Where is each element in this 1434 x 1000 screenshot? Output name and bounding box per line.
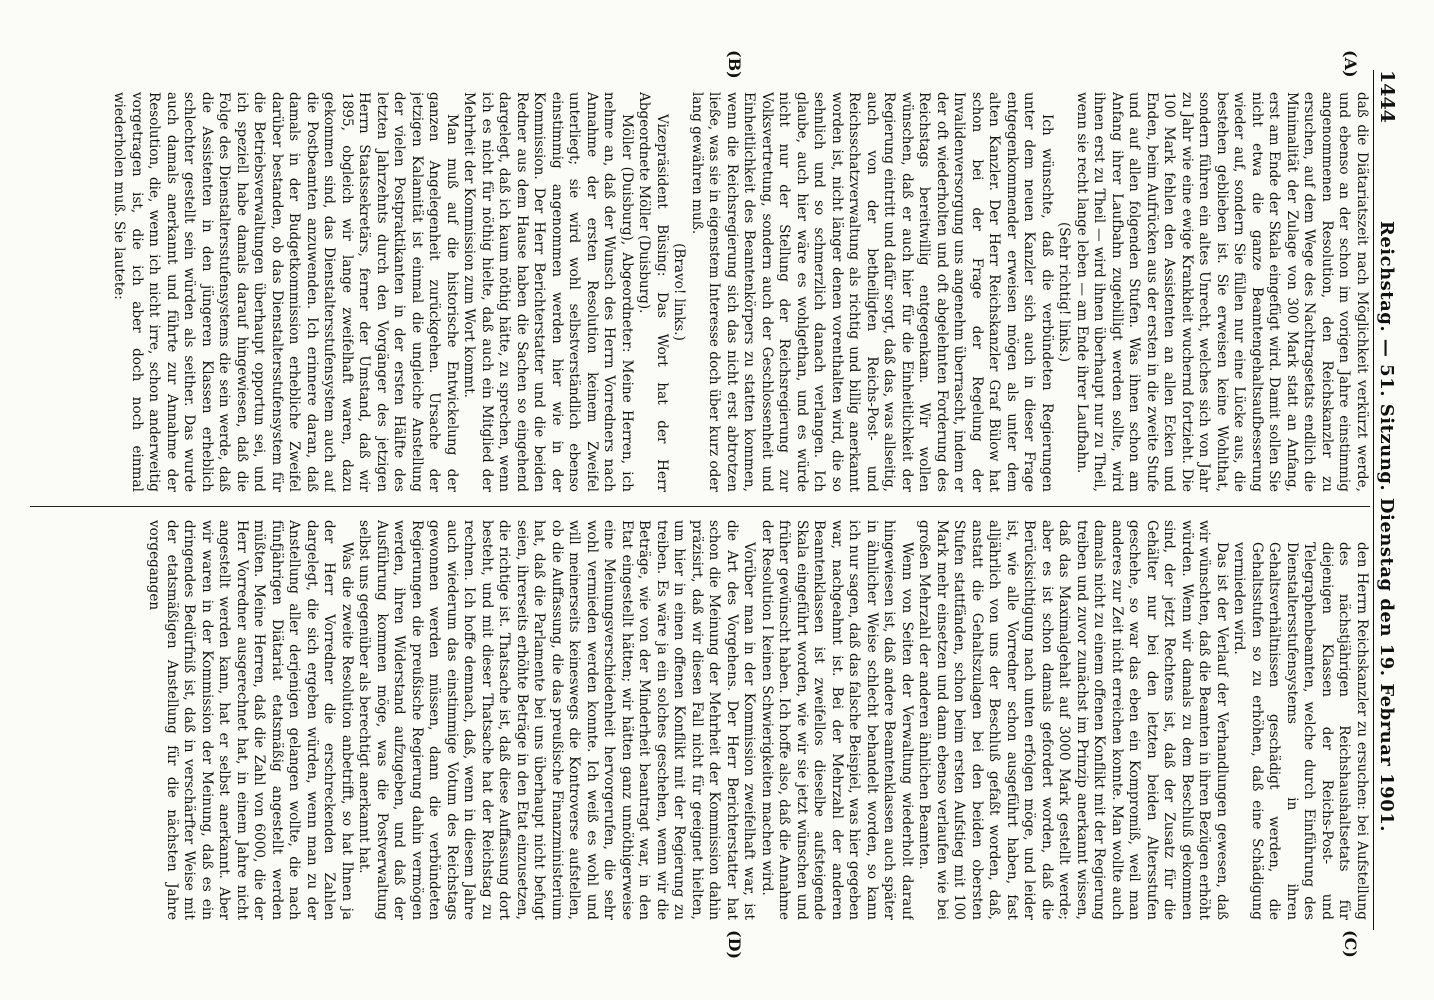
column-divider [30,506,1370,507]
paragraph: Was die zweite Resolution anbetrifft, so hat Ihnen ja der Herr Vorredner die erschreckenden Zahlen dargelegt, die sich ergeben würden, wenn man zu der Anstellung aller derjenigen gelangen wollte, die nach fünfjährigen Diätariat etatsmäßig angestellt werden müßten. Meine Herren, daß die Zahl von 6000, die der Herr Vorredner ausgerechnet hat, in einem Jahre nicht angestellt werden kann, hat er selbst anerkannt. Aber wir waren in der Kommission der Meinung, daß es ein dringendes Bedürfniß ist, daß in verschärfter Weise mit der etatsmäßigen Anstellung für die nächsten Jahre vorgegangen [146,520,355,920]
paragraph: Möller (Duisburg), Abgeordneter: Meine Herren, ich nehme an, daß der Wunsch des Herrn Vorredners nach Annahme der ersten Resolution keinem Zweifel unterliegt; sie wird wohl selbstverständlich ebenso einstimmig angenommen werden hier wie in der Kommission. Der Herr Berichterstatter und die beiden Redner aus dem Hause haben die Sachen so eingehend dargelegt, daß ich kaum nöthig hätte, zu sprechen, wenn ich es nicht für nöthig hielte, daß auch ein Mitglied der Mehrheit der Kommission zum Wort kommt. [461,92,635,492]
margin-letter-a: (A) [1341,50,1360,78]
paragraph: daß die Diätariatszeit nach Möglichkeit verkürzt werde, und ebenso an der schon im vorigen Jahre einstimmig angenommenen Resolution, den Reichskanzler zu ersuchen, auf dem Wege des Nachtragsetats endlich die Minimalität der Zulage von 300 Mark statt an Anfang, erst am Ende der Skala eingefügt wird. Damit sollen Sie nicht etwa die ganze Beamtengehaltsaufbesserung wieder auf, sondern Sie füllen nur eine Lücke aus, die bestehen geblieben ist. Sie erweisen keine Wohlthat, sondern führen ein altes Unrecht, welches sich von Jahr zu Jahr wie eine ewige Krankheit wuchernd fortzieht. Die 100 Mark fehlen den Assistenten an allen Ecken und Enden, beim Aufrücken aus der ersten in die zweite Stufe und auf allen folgenden Stufen. Was ihnen schon am Anfang ihrer Laufbahn zugebilligt werden sollte, wird ihnen erst zu Theil — wird ihnen überhaupt nur zu Theil, wenn sie recht lange leben — am Ende ihrer Laufbahn. [1074,92,1370,492]
margin-letter-b: (B) [725,50,744,79]
page-number: 1444 [1376,70,1398,123]
margin-letter-d: (D) [725,930,744,960]
paragraph: Ich wünschte, daß die verbündeten Regierungen unter dem neuen Kanzler sich auch in dieser Frage entgegenkommender erweisen mögen als unter dem alten Kanzler. Der Herr Reichskanzler Graf Bülow hat schon bei der Frage der Regelung der Invalidenversorgung uns angenehm überrascht, indem er der oft wiederholten und oft abgelehnten Forderung des Reichstags bereitwillig entgegenkam. Wir wollen wünschen, daß er auch hier für die Einheitlichkeit der Regierung eintritt und dafür sorgt, daß das, was allseitig, auch von der betheiligten Reichs-Post- und Reichsschatzverwaltung als richtig und billig anerkannt worden ist, nicht länger denen vorenthalten wird, die so sehnlich und so schmerzlich danach verlangen. Ich glaube, auch hier wäre es wohlgethan, und es würde nicht nur der Stellung der Reichsregierung zur Volksvertretung, sondern auch der Geschlossenheit und Einheitlichkeit des Beamtenkörpers zu statten kommen, wenn die Reichsregierung sich das nicht erst abtrotzen ließe, was sie in eigenstem Interesse doch über kurz oder lang gewähren muß. [689,92,1055,492]
paragraph: Vorüber man in der Kommission zweifelhaft war, ist die Art des Vorgehens. Der Herr Berichterstatter hat schon die Meinung der Mehrheit der Kommission dahin präzisirt, daß wir diesen Fall nicht für geeignet hielten, um hier in einen offenen Konflikt mit der Regierung zu treiben. Es wäre ja ein solches geschehen, wenn wir die Beträge, wie von der Minderheit beantragt war, in den Etat eingestellt hätten; wir hätten ganz unnöthigerweise eine Meinungsverschiedenheit hervorgerufen, die sehr wohl vermieden werden konnte. Ich weiß es wohl und will meinerseits keineswegs die Kontroverse aufstellen, ob die Auffassung, die das preußische Finanzministerium hat, daß die Parlamente bei uns überhaupt nicht befugt seien, ihrerseits erhöhte Beträge in den Etat einzusetzen, die richtige ist. Thatsache ist, daß diese Auffassung dort besteht, und mit dieser Thatsache hat der Reichstag zu rechnen. Ich hoffe demnach, daß, wenn in diesem Jahre auch wiederum das einstimmige Votum des Reichstags gewonnen werden müssen, dann die verbündeten Regierungen die preußische Regierung dahin vermögen werden, ihren Widerstand aufzugeben, und daß der Ausführung kommen möge, was die Postverwaltung selbst uns gegenüber als berechtigt anerkannt hat. [356,520,758,920]
paragraph: Vizepräsident Büsing: Das Wort hat der Herr Abgeordnete Möller (Duisburg). [636,92,670,492]
paragraph: Man muß auf die historische Entwickelung der ganzen Angelegenheit zurückgehen. Ursache der jetzigen Kalamität ist einmal die ungleiche Anstellung der vielen Postpraktikanten in der ersten Hälfte des letzten Jahrzehnts durch den Vorgänger des jetzigen Herrn Staatssekretärs, ferner der Umstand, daß wir 1895, obgleich wir lange zweifelhaft waren, dazu gekommen sind, das Dienstaltersstufensystem auch auf die Postbeamten anzuwenden. Ich erinnere daran, daß damals in der Budgetkommission erhebliche Zweifel darüber bestanden, ob das Dienstaltersstufensystem für die Betriebsverwaltungen überhaupt opportun sei, und ich speziell habe damals darauf hingewiesen, daß die Folge des Dienstaltersstufensystems die sein werde, daß die Assistenten in den jüngeren Klassen erheblich schlechter gestellt sein würden als seither. Das wurde auch damals anerkannt und führte zur Annahme der Resolution, die, wenn ich nicht irre, schon anderweitig vorgetragen ist, die ich aber doch noch einmal wiederholen muß. Sie lautete: [111,92,460,492]
paragraph: Wenn von Seiten der Verwaltung wiederholt darauf hingewiesen ist, daß andere Beamtenklassen auch später in ähnlicher Weise schlecht behandelt worden, so kann ich nur sagen, daß das falsche Beispiel, was hier gegeben war, nachgeahmt ist. Bei der Mehrzahl der anderen Beamtenklassen ist zweifellos dieselbe aufsteigende Skala eingeführt worden, wie wir sie jetzt wünschen und früher gewünscht haben. Ich hoffe also, daß die Annahme der Resolution I keinen Schwierigkeiten machen wird. [759,520,915,920]
text-column-left [30,92,1370,492]
page-header [1373,70,1416,930]
paragraph: den Herrn Reichskanzler zu ersuchen: bei Aufstellung des nächstjährigen Reichshaushaltsetats für diejenigen Klassen der Reichs-Post- und Telegraphenbeamten, welche durch Einführung des Dienstaltersstufensystems in ihren Gehaltsverhältnissen geschädigt werden, die Gehaltsstufen so zu erhöhen, daß eine Schädigung vermieden wird. [1231,542,1370,920]
interjection-text: (Bravo! links.) [671,243,688,341]
page-title: Reichstag. — 51. Sitzung. Dienstag den 19. Februar 1901. [1376,220,1397,833]
text-column-right [30,520,1370,920]
interjection-text: (Sehr richtig! links.) [1056,221,1073,363]
paragraph: Das ist der Verlauf der Verhandlungen gewesen, daß wir wünschten, daß die Beamten in ihren Bezügen erhöht würden. Wenn wir damals zu dem Beschluß gekommen sind, der jetzt Rechtens ist, daß der Zusatz für die Gehälter nur bei den letzten beiden Altersstufen geschehe, so war das eben ein Kompromiß, weil man anderes zur Zeit nicht erreichen konnte. Man wollte auch damals nicht zu einem offenen Konflikt mit der Regierung treiben und zuvor zunächst im Prinzip anerkannt wissen, daß das Maximalgehalt auf 3000 Mark gestellt werde; aber es ist schon damals gefordert worden, daß die Berücksichtigung nach unten erfolgen möge, und leider ist, wie alle Vorredner schon ausgeführt haben, fast alljährlich von uns der Beschluß gefaßt worden, daß, anstatt die Gehaltszulagen bei den beiden obersten Stufen stattfänden, schon beim ersten Aufstieg mit 100 Mark mehr einsetzen und dann ebenso verlaufen wie bei großen Mehrzahl der anderen ähnlichen Beamten. [916,520,1230,920]
margin-letter-c: (C) [1341,930,1360,958]
